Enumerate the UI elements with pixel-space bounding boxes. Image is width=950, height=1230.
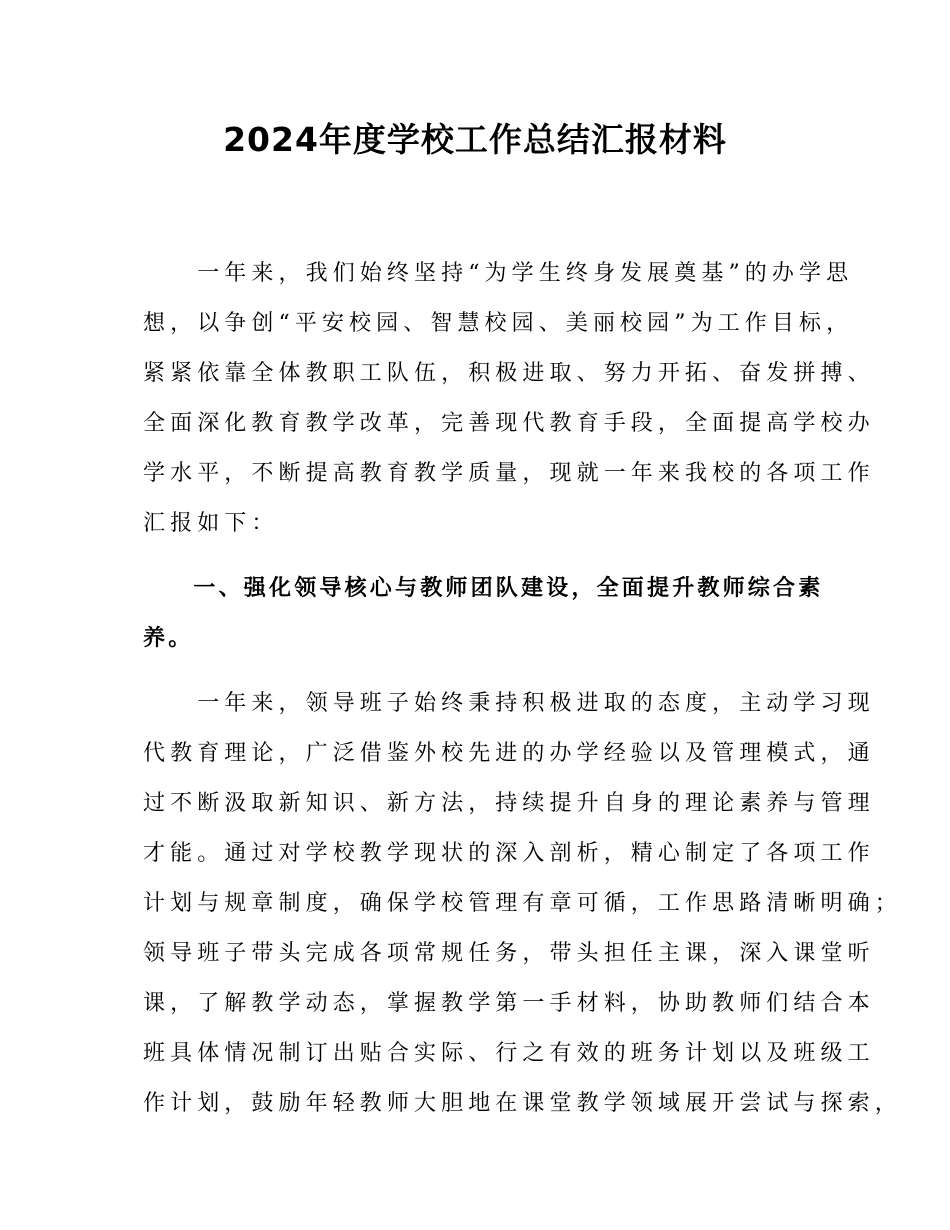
- paragraph-line: 作计划，鼓励年轻教师大胆地在课堂教学领域展开尝试与探索，: [143, 1091, 902, 1116]
- paragraph-line: 领导班子带头完成各项常规任务，带头担任主课，深入课堂听: [143, 941, 875, 966]
- paragraph-line: 汇报如下：: [143, 511, 279, 536]
- document-title: 2024年度学校工作总结汇报材料: [223, 120, 727, 159]
- paragraph-line: 全面深化教育教学改革，完善现代教育手段，全面提高学校办: [143, 411, 875, 436]
- heading-line: 一、强化领导核心与教师团队建设，全面提升教师综合素: [143, 576, 824, 601]
- paragraph-line: 班具体情况制订出贴合实际、行之有效的班务计划以及班级工: [143, 1041, 875, 1066]
- heading-line: 养。: [143, 626, 194, 651]
- paragraph-line: 计划与规章制度，确保学校管理有章可循，工作思路清晰明确；: [143, 891, 902, 916]
- paragraph-line: 紧紧依靠全体教职工队伍，积极进取、努力开拓、奋发拼搏、: [143, 361, 875, 386]
- paragraph-line: 过不断汲取新知识、新方法，持续提升自身的理论素养与管理: [143, 791, 875, 816]
- paragraph-line: 代教育理论，广泛借鉴外校先进的办学经验以及管理模式，通: [143, 741, 875, 766]
- paragraph-line: 一年来，领导班子始终秉持积极进取的态度，主动学习现: [143, 691, 875, 716]
- paragraph-line: 一年来，我们始终坚持“为学生终身发展奠基”的办学思: [143, 261, 854, 286]
- paragraph-line: 想，以争创“平安校园、智慧校园、美丽校园”为工作目标，: [143, 311, 854, 336]
- paragraph-line: 课，了解教学动态，掌握教学第一手材料，协助教师们结合本: [143, 991, 875, 1016]
- paragraph-line: 学水平，不断提高教育教学质量，现就一年来我校的各项工作: [143, 461, 875, 486]
- paragraph-line: 才能。通过对学校教学现状的深入剖析，精心制定了各项工作: [143, 841, 875, 866]
